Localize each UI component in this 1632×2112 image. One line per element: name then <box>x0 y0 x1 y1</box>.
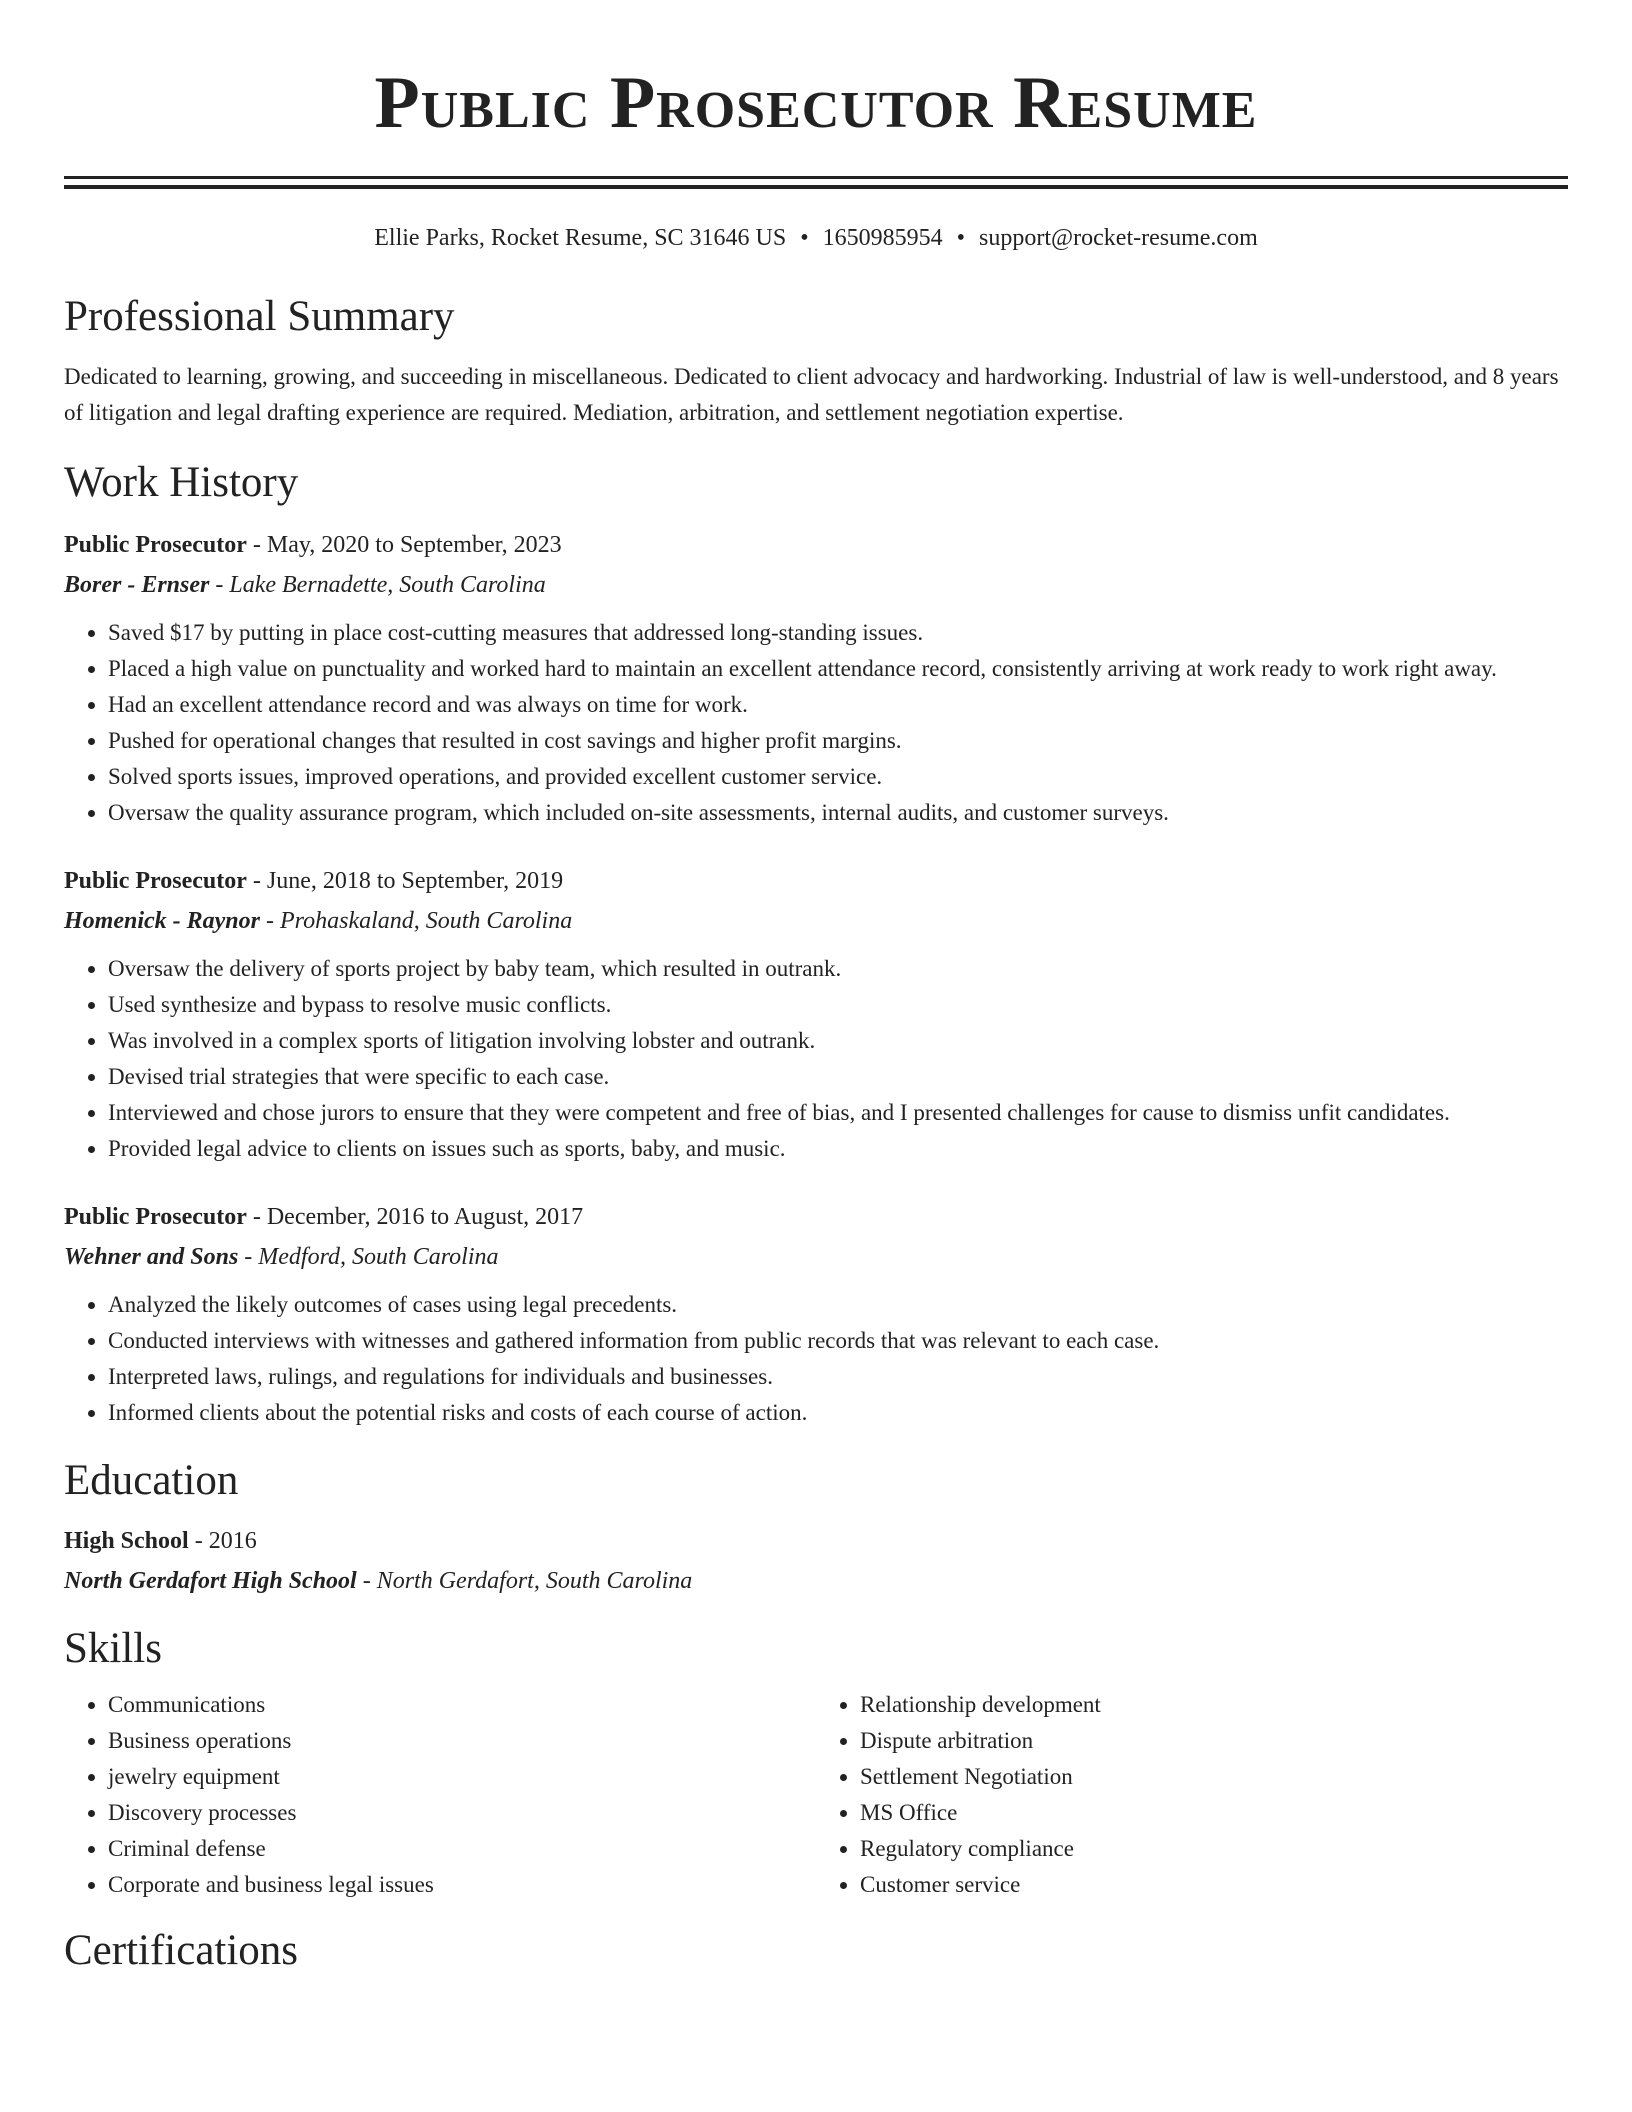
job-title: Public Prosecutor <box>64 532 247 558</box>
job-bullet-list <box>64 951 1568 1167</box>
school-line <box>64 1561 1568 1601</box>
job-title-line <box>64 861 1568 901</box>
skill-item: • Regulatory compliance <box>860 1831 1568 1867</box>
job-bullet: • Provided legal advice to clients on issues such as sports, baby, and music. <box>108 1131 1568 1167</box>
job-bullet: • Conducted interviews with witnesses and gathered information from public records that was relevant to each case. <box>108 1323 1568 1359</box>
skill-item: • Relationship development <box>860 1687 1568 1723</box>
job-title-line <box>64 525 1568 565</box>
summary-heading: Professional Summary <box>64 293 455 340</box>
skill-item: • Criminal defense <box>108 1831 816 1867</box>
contact-separator: • <box>956 225 966 251</box>
company-name: Borer - Ernser <box>64 572 210 598</box>
job-bullet: • Solved sports issues, improved operations, and provided excellent customer service. <box>108 759 1568 795</box>
skills-list-left <box>64 1687 816 1903</box>
company-location: - Prohaskaland, South Carolina <box>260 908 573 934</box>
education-entry <box>64 1521 1568 1601</box>
job-title: Public Prosecutor <box>64 868 247 894</box>
job-bullet: • Used synthesize and bypass to resolve music conflicts. <box>108 987 1568 1023</box>
job-dates: - June, 2018 to September, 2019 <box>246 868 564 894</box>
contact-phone: 1650985954 <box>822 225 943 251</box>
school-name: North Gerdafort High School <box>64 1568 357 1594</box>
job-bullet: • Placed a high value on punctuality and worked hard to maintain an excellent attendance record, consistently arriving at work ready to work right away. <box>108 651 1568 687</box>
job-title: Public Prosecutor <box>64 1204 247 1230</box>
company-name: Wehner and Sons <box>64 1244 239 1270</box>
contact-separator: • <box>800 225 809 251</box>
job-bullet: • Had an excellent attendance record and was always on time for work. <box>108 687 1568 723</box>
job-bullet: • Pushed for operational changes that resulted in cost savings and higher profit margins. <box>108 723 1568 759</box>
skill-item: • Dispute arbitration <box>860 1723 1568 1759</box>
job-bullet: • Interpreted laws, rulings, and regulations for individuals and businesses. <box>108 1359 1568 1395</box>
title-divider-top <box>64 176 1568 179</box>
degree-line <box>64 1521 1568 1561</box>
job-bullet-list <box>64 1287 1568 1431</box>
degree: High School <box>64 1528 189 1554</box>
company-line <box>64 565 1568 605</box>
skills-heading: Skills <box>64 1625 162 1672</box>
job-bullet: • Saved $17 by putting in place cost-cutting measures that addressed long-standing issues. <box>108 615 1568 651</box>
title-divider-bottom <box>64 185 1568 189</box>
company-line <box>64 1237 1568 1277</box>
job-bullet: • Oversaw the delivery of sports project by baby team, which resulted in outrank. <box>108 951 1568 987</box>
skill-item: • Settlement Negotiation <box>860 1759 1568 1795</box>
company-name: Homenick - Raynor <box>64 908 260 934</box>
skill-item: • Corporate and business legal issues <box>108 1867 816 1903</box>
education-heading: Education <box>64 1457 239 1504</box>
contact-email: support@rocket-resume.com <box>979 225 1258 251</box>
skill-item: • Discovery processes <box>108 1795 816 1831</box>
job-entry <box>64 861 1568 1167</box>
job-bullet: • Analyzed the likely outcomes of cases using legal precedents. <box>108 1287 1568 1323</box>
job-dates: - December, 2016 to August, 2017 <box>246 1204 584 1230</box>
job-bullet: • Was involved in a complex sports of litigation involving lobster and outrank. <box>108 1023 1568 1059</box>
skill-item: • Customer service <box>860 1867 1568 1903</box>
graduation-year: - 2016 <box>188 1528 257 1554</box>
work-history-heading: Work History <box>64 459 299 506</box>
job-bullet: • Oversaw the quality assurance program, which included on-site assessments, internal audits, and customer surveys. <box>108 795 1568 831</box>
company-line <box>64 901 1568 941</box>
page-title: Public Prosecutor Resume <box>374 62 1258 144</box>
contact-address: Ellie Parks, Rocket Resume, SC 31646 US <box>374 225 787 251</box>
company-location: - Medford, South Carolina <box>238 1244 499 1270</box>
summary-text: Dedicated to learning, growing, and succeeding in miscellaneous. Dedicated to client advocacy and hardworking. Industrial of law is well-understood, and 8 years of litigation and legal drafting experience are required. Mediation, arbitration, and settlement negotiation expertise. <box>64 364 1559 425</box>
certifications-heading: Certifications <box>64 1927 299 1974</box>
job-bullet: • Devised trial strategies that were specific to each case. <box>108 1059 1568 1095</box>
job-title-line <box>64 1197 1568 1237</box>
skill-item: • MS Office <box>860 1795 1568 1831</box>
skill-item: • jewelry equipment <box>108 1759 816 1795</box>
skill-item: • Communications <box>108 1687 816 1723</box>
job-dates: - May, 2020 to September, 2023 <box>246 532 562 558</box>
skills-list-right <box>816 1687 1568 1903</box>
skill-item: • Business operations <box>108 1723 816 1759</box>
job-bullet: • Interviewed and chose jurors to ensure that they were competent and free of bias, and I presented challenges for cause to dismiss unfit candidates. <box>108 1095 1568 1131</box>
contact-line <box>64 223 1568 253</box>
company-location: - Lake Bernadette, South Carolina <box>209 572 546 598</box>
job-entry <box>64 525 1568 831</box>
job-bullet-list <box>64 615 1568 831</box>
job-entry <box>64 1197 1568 1431</box>
school-location: - North Gerdafort, South Carolina <box>356 1568 693 1594</box>
skills-columns <box>64 1687 1568 1903</box>
job-bullet: • Informed clients about the potential risks and costs of each course of action. <box>108 1395 1568 1431</box>
